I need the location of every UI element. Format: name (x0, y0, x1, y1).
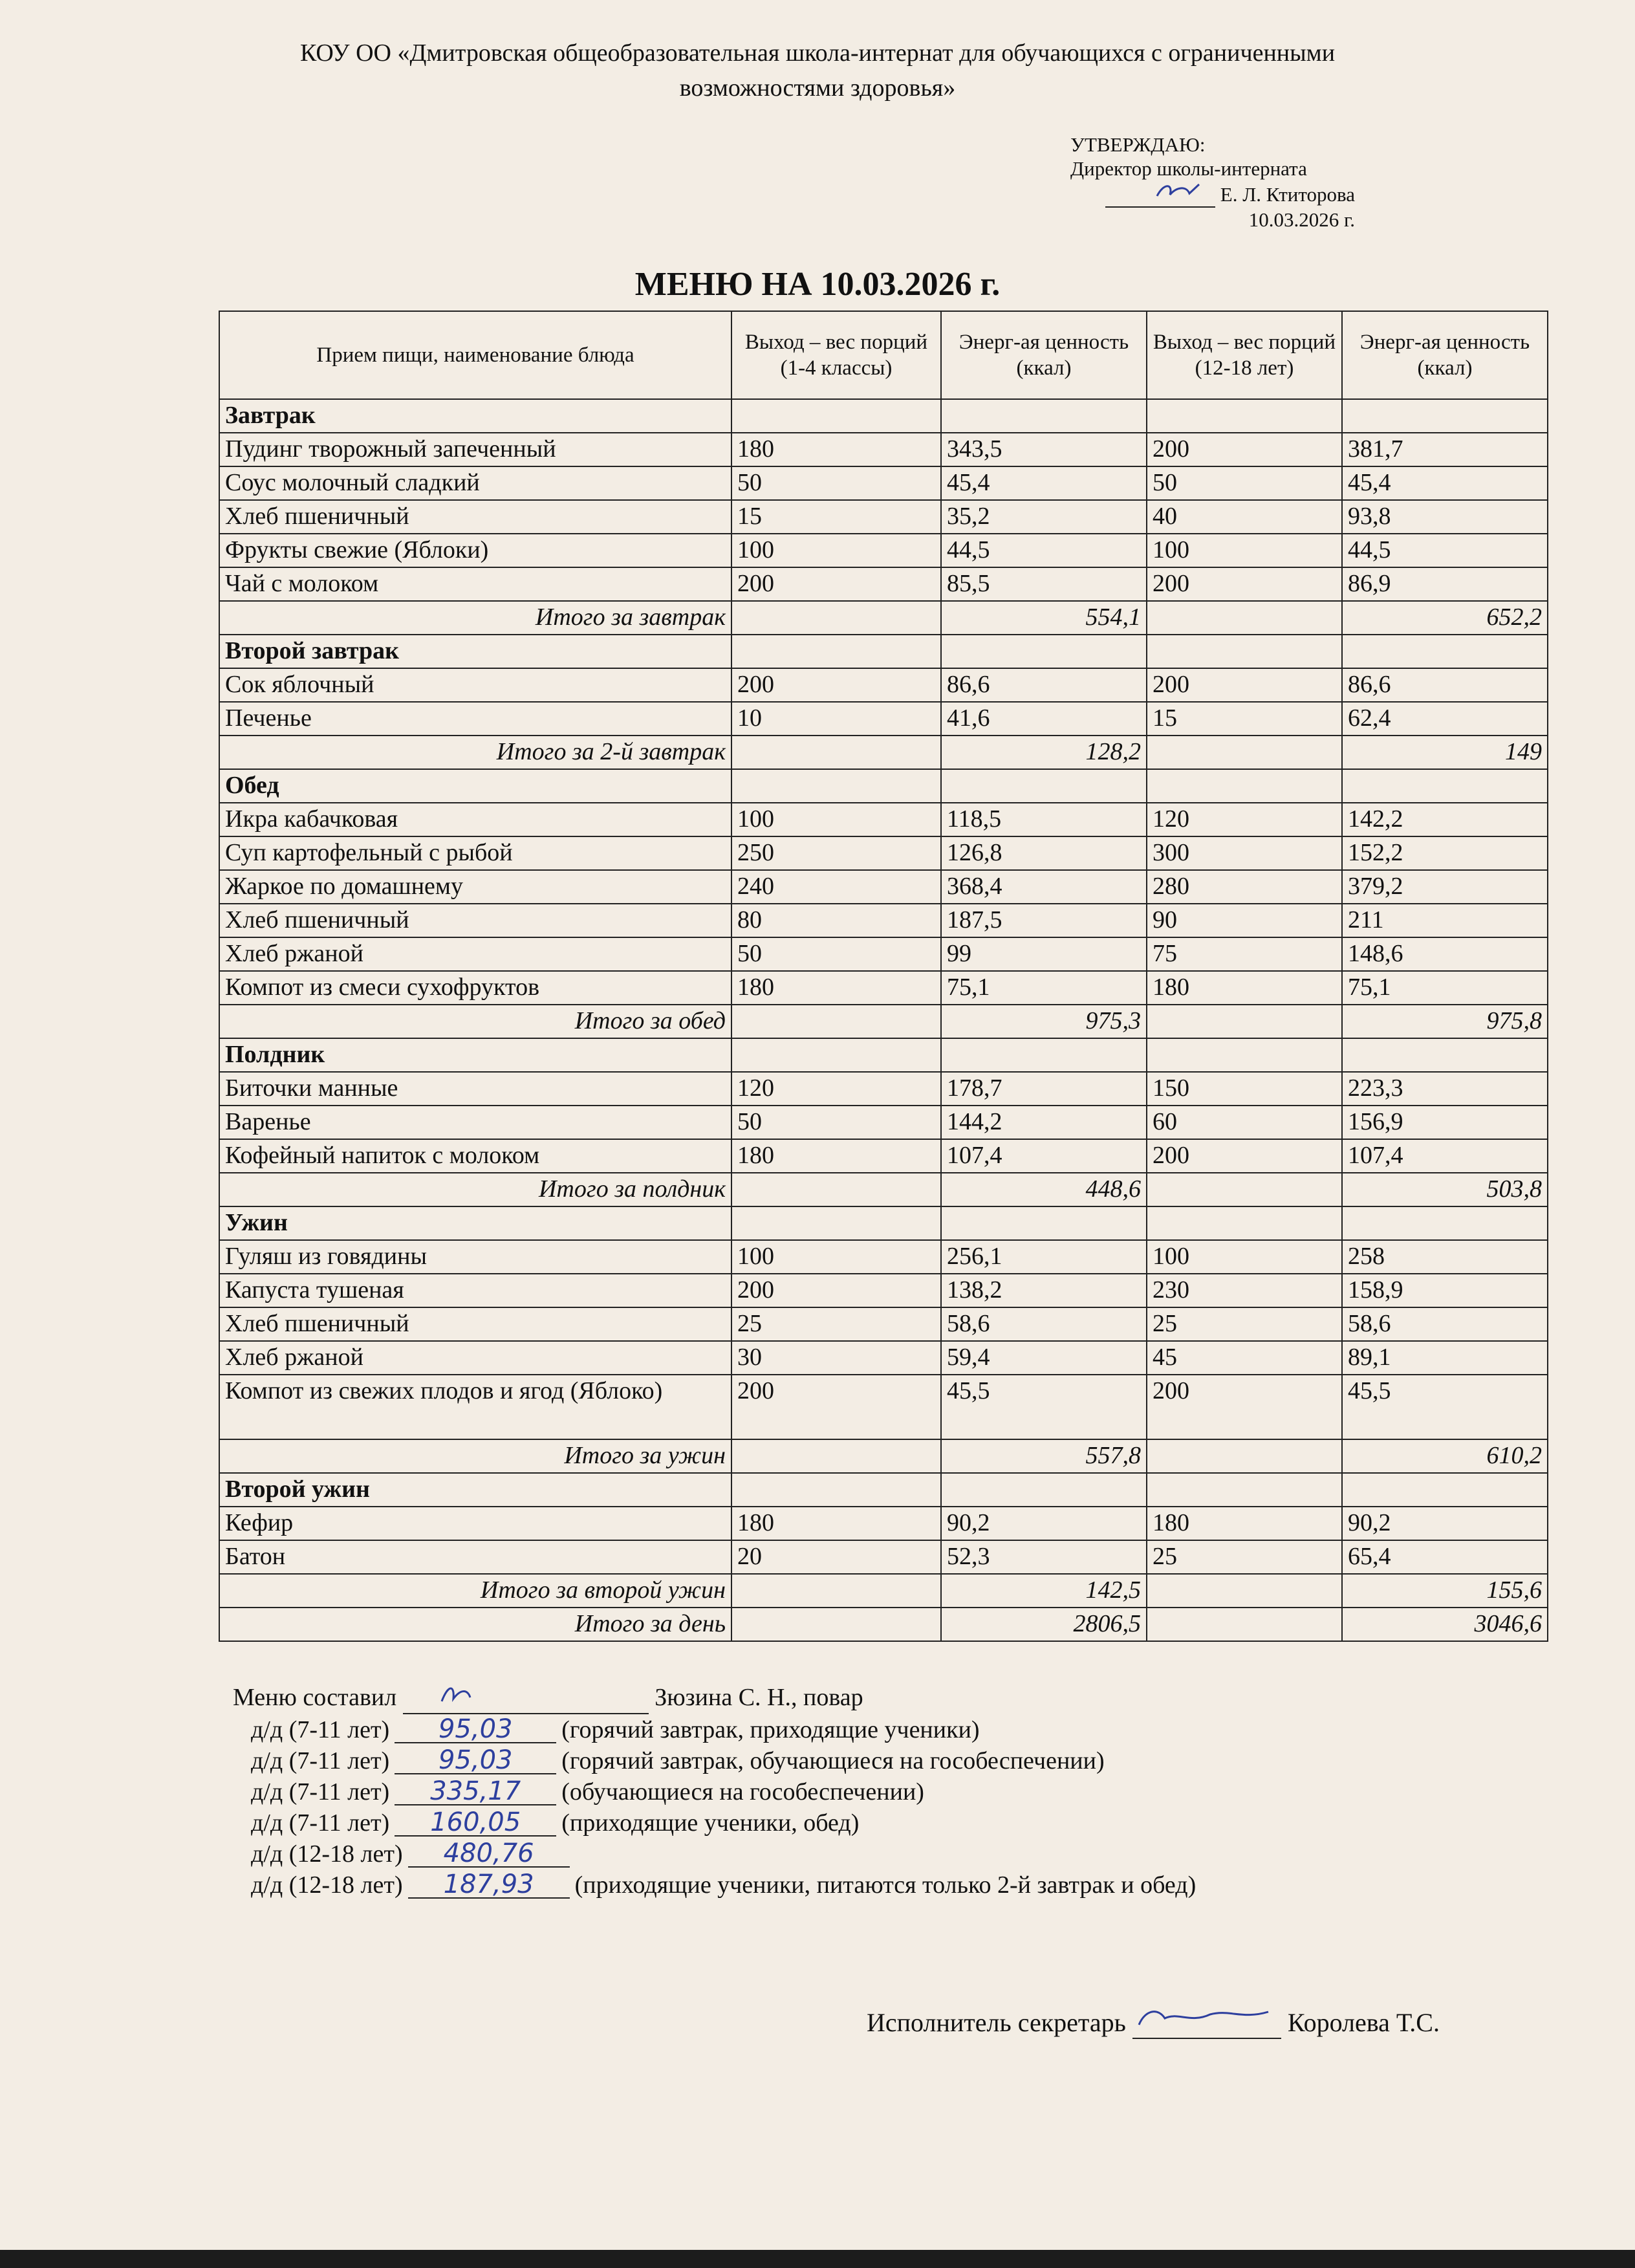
dish-name: Хлеб пшеничный (219, 904, 731, 937)
energy-12-18: 45,5 (1342, 1375, 1548, 1439)
executor-signature (1132, 2005, 1281, 2039)
energy-1-4: 144,2 (941, 1106, 1147, 1139)
energy-12-18: 90,2 (1342, 1507, 1548, 1540)
empty-cell (1342, 1206, 1548, 1240)
organization-name (0, 36, 1635, 105)
header-energy-1-4: Энерг-ая ценность (ккал) (941, 311, 1147, 399)
table-row (219, 1106, 1548, 1139)
subtotal-row (219, 1574, 1548, 1608)
signature-icon (1138, 180, 1215, 201)
header-weight-1-4: Выход – вес порций (1-4 классы) (731, 311, 941, 399)
weight-12-18: 200 (1147, 567, 1342, 601)
empty-cell (1147, 1206, 1342, 1240)
section-row (219, 399, 1548, 433)
weight-1-4: 200 (731, 668, 941, 702)
subtotal-energy-12-18: 503,8 (1342, 1173, 1548, 1206)
cost-label: д/д (12-18 лет) (251, 1871, 403, 1899)
table-row (219, 836, 1548, 870)
empty-cell (941, 1473, 1147, 1507)
composed-by: Зюзина С. Н., повар (655, 1684, 863, 1711)
weight-1-4: 10 (731, 702, 941, 736)
energy-1-4: 45,5 (941, 1375, 1147, 1439)
dish-name: Печенье (219, 702, 731, 736)
weight-12-18: 50 (1147, 466, 1342, 500)
energy-1-4: 107,4 (941, 1139, 1147, 1173)
empty-cell (1342, 1473, 1548, 1507)
section-name: Второй ужин (219, 1473, 731, 1507)
cost-label: д/д (12-18 лет) (251, 1840, 403, 1868)
composed-line (233, 1682, 1462, 1714)
weight-1-4: 250 (731, 836, 941, 870)
energy-1-4: 58,6 (941, 1307, 1147, 1341)
weight-12-18: 45 (1147, 1341, 1342, 1375)
empty-cell (1147, 1473, 1342, 1507)
header-dish: Прием пищи, наименование блюда (219, 311, 731, 399)
dish-name: Капуста тушеная (219, 1274, 731, 1307)
table-row (219, 500, 1548, 534)
subtotal-row (219, 1173, 1548, 1206)
weight-12-18: 200 (1147, 1139, 1342, 1173)
weight-12-18: 40 (1147, 500, 1342, 534)
empty-cell (1147, 736, 1342, 769)
weight-12-18: 300 (1147, 836, 1342, 870)
dish-name: Варенье (219, 1106, 731, 1139)
weight-12-18: 230 (1147, 1274, 1342, 1307)
weight-1-4: 50 (731, 1106, 941, 1139)
energy-1-4: 59,4 (941, 1341, 1147, 1375)
empty-cell (731, 399, 941, 433)
section-name: Второй завтрак (219, 635, 731, 668)
dish-name: Кофейный напиток с молоком (219, 1139, 731, 1173)
dish-name: Чай с молоком (219, 567, 731, 601)
empty-cell (1342, 399, 1548, 433)
weight-12-18: 60 (1147, 1106, 1342, 1139)
cost-line (233, 1870, 1462, 1901)
weight-12-18: 75 (1147, 937, 1342, 971)
cost-line (233, 1807, 1462, 1838)
weight-1-4: 120 (731, 1072, 941, 1106)
weight-1-4: 100 (731, 1240, 941, 1274)
executor-label: Исполнитель секретарь (867, 2008, 1126, 2037)
table-row (219, 870, 1548, 904)
page-title: МЕНЮ НА 10.03.2026 г. (634, 266, 1001, 303)
executor-name: Королева Т.С. (1287, 2008, 1440, 2037)
cost-label: д/д (7-11 лет) (251, 1716, 390, 1743)
energy-1-4: 85,5 (941, 567, 1147, 601)
menu-table (219, 311, 1548, 1642)
table-row (219, 466, 1548, 500)
empty-cell (731, 1608, 941, 1641)
energy-1-4: 178,7 (941, 1072, 1147, 1106)
dish-name: Батон (219, 1540, 731, 1574)
energy-12-18: 148,6 (1342, 937, 1548, 971)
subtotal-energy-1-4: 448,6 (941, 1173, 1147, 1206)
dish-name: Суп картофельный с рыбой (219, 836, 731, 870)
energy-1-4: 99 (941, 937, 1147, 971)
org-line-1: КОУ ОО «Дмитровская общеобразовательная школа-интернат для обучающихся с ограниченными (299, 39, 1336, 67)
weight-12-18: 100 (1147, 1240, 1342, 1274)
weight-1-4: 200 (731, 567, 941, 601)
table-row (219, 1139, 1548, 1173)
energy-1-4: 256,1 (941, 1240, 1147, 1274)
weight-1-4: 180 (731, 1507, 941, 1540)
weight-1-4: 100 (731, 534, 941, 567)
cost-value: 95,03 (395, 1747, 556, 1774)
weight-1-4: 25 (731, 1307, 941, 1341)
weight-1-4: 180 (731, 1139, 941, 1173)
weight-12-18: 90 (1147, 904, 1342, 937)
subtotal-label: Итого за завтрак (219, 601, 731, 635)
dish-name: Жаркое по домашнему (219, 870, 731, 904)
energy-12-18: 45,4 (1342, 466, 1548, 500)
subtotal-energy-12-18: 652,2 (1342, 601, 1548, 635)
org-line-2: возможностями здоровья» (679, 74, 956, 102)
weight-12-18: 200 (1147, 668, 1342, 702)
table-row (219, 702, 1548, 736)
energy-12-18: 381,7 (1342, 433, 1548, 466)
weight-12-18: 280 (1147, 870, 1342, 904)
dish-name: Биточки манные (219, 1072, 731, 1106)
energy-12-18: 62,4 (1342, 702, 1548, 736)
empty-cell (731, 601, 941, 635)
day-total-row (219, 1608, 1548, 1641)
table-row (219, 534, 1548, 567)
empty-cell (731, 1574, 941, 1608)
energy-1-4: 368,4 (941, 870, 1147, 904)
table-row (219, 1274, 1548, 1307)
weight-1-4: 80 (731, 904, 941, 937)
weight-1-4: 15 (731, 500, 941, 534)
table-row (219, 803, 1548, 836)
subtotal-label: Итого за 2-й завтрак (219, 736, 731, 769)
cost-value: 160,05 (395, 1809, 556, 1837)
empty-cell (1147, 1005, 1342, 1038)
subtotal-energy-1-4: 142,5 (941, 1574, 1147, 1608)
director-signature (1105, 180, 1215, 208)
day-total-energy-1-4: 2806,5 (941, 1608, 1147, 1641)
dish-name: Икра кабачковая (219, 803, 731, 836)
cost-line (233, 1838, 1462, 1870)
energy-12-18: 158,9 (1342, 1274, 1548, 1307)
dish-name: Компот из свежих плодов и ягод (Яблоко) (219, 1375, 731, 1439)
header-weight-12-18: Выход – вес порций (12-18 лет) (1147, 311, 1342, 399)
scan-edge (0, 2250, 1635, 2268)
director-title: Директор школы-интерната (1070, 157, 1307, 180)
empty-cell (1342, 1038, 1548, 1072)
energy-1-4: 75,1 (941, 971, 1147, 1005)
empty-cell (941, 769, 1147, 803)
cost-label: д/д (7-11 лет) (251, 1778, 390, 1805)
cost-label: д/д (7-11 лет) (251, 1747, 390, 1774)
section-row (219, 1206, 1548, 1240)
section-row (219, 769, 1548, 803)
dish-name: Сок яблочный (219, 668, 731, 702)
section-name: Ужин (219, 1206, 731, 1240)
energy-12-18: 211 (1342, 904, 1548, 937)
cost-note: (приходящие ученики, питаются только 2-й завтрак и обед) (574, 1871, 1196, 1899)
day-total-label: Итого за день (219, 1608, 731, 1641)
empty-cell (731, 1473, 941, 1507)
weight-1-4: 50 (731, 466, 941, 500)
weight-12-18: 200 (1147, 1375, 1342, 1439)
dish-name: Гуляш из говядины (219, 1240, 731, 1274)
weight-1-4: 100 (731, 803, 941, 836)
subtotal-row (219, 1005, 1548, 1038)
cost-note: (горячий завтрак, обучающиеся на гособеспечении) (561, 1747, 1105, 1774)
empty-cell (941, 1038, 1147, 1072)
empty-cell (731, 635, 941, 668)
approve-label: УТВЕРЖДАЮ: (1070, 133, 1206, 156)
weight-12-18: 180 (1147, 971, 1342, 1005)
empty-cell (731, 1173, 941, 1206)
table-row (219, 904, 1548, 937)
weight-12-18: 120 (1147, 803, 1342, 836)
signature-icon (403, 1682, 506, 1705)
energy-12-18: 86,6 (1342, 668, 1548, 702)
weight-1-4: 30 (731, 1341, 941, 1375)
cost-line (233, 1745, 1462, 1776)
table-row (219, 1072, 1548, 1106)
section-row (219, 635, 1548, 668)
dish-name: Хлеб пшеничный (219, 1307, 731, 1341)
energy-12-18: 379,2 (1342, 870, 1548, 904)
table-row (219, 1341, 1548, 1375)
empty-cell (731, 736, 941, 769)
weight-12-18: 15 (1147, 702, 1342, 736)
subtotal-label: Итого за ужин (219, 1439, 731, 1473)
empty-cell (1342, 635, 1548, 668)
cost-value: 95,03 (395, 1716, 556, 1743)
energy-1-4: 52,3 (941, 1540, 1147, 1574)
empty-cell (1147, 769, 1342, 803)
table-row (219, 567, 1548, 601)
weight-12-18: 150 (1147, 1072, 1342, 1106)
empty-cell (1342, 769, 1548, 803)
subtotal-label: Итого за второй ужин (219, 1574, 731, 1608)
director-name: Е. Л. Ктиторова (1220, 183, 1355, 206)
weight-1-4: 180 (731, 433, 941, 466)
empty-cell (1147, 635, 1342, 668)
empty-cell (941, 399, 1147, 433)
empty-cell (731, 1038, 941, 1072)
energy-1-4: 343,5 (941, 433, 1147, 466)
subtotal-energy-1-4: 975,3 (941, 1005, 1147, 1038)
empty-cell (1147, 1608, 1342, 1641)
energy-1-4: 126,8 (941, 836, 1147, 870)
director-signature-line (1070, 180, 1355, 208)
weight-12-18: 180 (1147, 1507, 1342, 1540)
table-row (219, 937, 1548, 971)
weight-1-4: 20 (731, 1540, 941, 1574)
signature-icon (1132, 2005, 1275, 2031)
empty-cell (1147, 1574, 1342, 1608)
cost-note: (обучающиеся на гособеспечении) (561, 1778, 924, 1805)
weight-1-4: 50 (731, 937, 941, 971)
cost-value: 335,17 (395, 1778, 556, 1805)
section-row (219, 1038, 1548, 1072)
empty-cell (1147, 1038, 1342, 1072)
cost-label: д/д (7-11 лет) (251, 1809, 390, 1837)
energy-1-4: 44,5 (941, 534, 1147, 567)
cost-value: 187,93 (408, 1871, 570, 1899)
subtotal-row (219, 601, 1548, 635)
dish-name: Кефир (219, 1507, 731, 1540)
table-row (219, 1307, 1548, 1341)
cost-note: (приходящие ученики, обед) (561, 1809, 860, 1837)
subtotal-label: Итого за обед (219, 1005, 731, 1038)
subtotal-energy-12-18: 149 (1342, 736, 1548, 769)
table-header-row (219, 311, 1548, 399)
dish-name: Хлеб пшеничный (219, 500, 731, 534)
empty-cell (1147, 1439, 1342, 1473)
section-row (219, 1473, 1548, 1507)
weight-12-18: 200 (1147, 433, 1342, 466)
energy-1-4: 86,6 (941, 668, 1147, 702)
cook-signature (403, 1682, 649, 1714)
energy-12-18: 86,9 (1342, 567, 1548, 601)
empty-cell (731, 1439, 941, 1473)
energy-12-18: 75,1 (1342, 971, 1548, 1005)
dish-name: Фрукты свежие (Яблоки) (219, 534, 731, 567)
cost-line (233, 1776, 1462, 1807)
empty-cell (941, 1206, 1147, 1240)
footer-block (233, 1682, 1462, 1901)
subtotal-energy-1-4: 557,8 (941, 1439, 1147, 1473)
energy-12-18: 89,1 (1342, 1341, 1548, 1375)
header-energy-12-18: Энерг-ая ценность (ккал) (1342, 311, 1548, 399)
subtotal-label: Итого за полдник (219, 1173, 731, 1206)
subtotal-energy-12-18: 975,8 (1342, 1005, 1548, 1038)
energy-12-18: 142,2 (1342, 803, 1548, 836)
energy-1-4: 90,2 (941, 1507, 1147, 1540)
table-row (219, 1240, 1548, 1274)
dish-name: Компот из смеси сухофруктов (219, 971, 731, 1005)
subtotal-row (219, 736, 1548, 769)
section-name: Полдник (219, 1038, 731, 1072)
cost-lines (233, 1714, 1462, 1901)
table-row (219, 1375, 1548, 1439)
empty-cell (1147, 1173, 1342, 1206)
menu-table-body (219, 399, 1548, 1641)
weight-12-18: 25 (1147, 1307, 1342, 1341)
energy-12-18: 258 (1342, 1240, 1548, 1274)
dish-name: Хлеб ржаной (219, 1341, 731, 1375)
weight-12-18: 100 (1147, 534, 1342, 567)
weight-1-4: 240 (731, 870, 941, 904)
energy-12-18: 58,6 (1342, 1307, 1548, 1341)
empty-cell (731, 1206, 941, 1240)
energy-12-18: 156,9 (1342, 1106, 1548, 1139)
subtotal-energy-1-4: 554,1 (941, 601, 1147, 635)
section-name: Завтрак (219, 399, 731, 433)
approval-block (1070, 133, 1355, 232)
subtotal-energy-12-18: 610,2 (1342, 1439, 1548, 1473)
cost-value: 480,76 (408, 1840, 570, 1868)
energy-12-18: 44,5 (1342, 534, 1548, 567)
subtotal-row (219, 1439, 1548, 1473)
empty-cell (1147, 601, 1342, 635)
cost-line (233, 1714, 1462, 1745)
empty-cell (731, 1005, 941, 1038)
energy-1-4: 45,4 (941, 466, 1147, 500)
approve-date: 10.03.2026 г. (1248, 208, 1355, 231)
composed-label: Меню составил (233, 1684, 397, 1711)
empty-cell (1147, 399, 1342, 433)
energy-1-4: 187,5 (941, 904, 1147, 937)
weight-1-4: 200 (731, 1274, 941, 1307)
table-row (219, 1540, 1548, 1574)
table-row (219, 668, 1548, 702)
energy-12-18: 93,8 (1342, 500, 1548, 534)
subtotal-energy-12-18: 155,6 (1342, 1574, 1548, 1608)
subtotal-energy-1-4: 128,2 (941, 736, 1147, 769)
day-total-energy-12-18: 3046,6 (1342, 1608, 1548, 1641)
energy-12-18: 65,4 (1342, 1540, 1548, 1574)
energy-12-18: 107,4 (1342, 1139, 1548, 1173)
energy-1-4: 41,6 (941, 702, 1147, 736)
executor-line (867, 2005, 1440, 2039)
empty-cell (731, 769, 941, 803)
table-row (219, 433, 1548, 466)
cost-note: (горячий завтрак, приходящие ученики) (561, 1716, 980, 1743)
energy-1-4: 138,2 (941, 1274, 1147, 1307)
table-row (219, 971, 1548, 1005)
dish-name: Пудинг творожный запеченный (219, 433, 731, 466)
energy-12-18: 223,3 (1342, 1072, 1548, 1106)
weight-1-4: 180 (731, 971, 941, 1005)
table-row (219, 1507, 1548, 1540)
weight-12-18: 25 (1147, 1540, 1342, 1574)
weight-1-4: 200 (731, 1375, 941, 1439)
dish-name: Хлеб ржаной (219, 937, 731, 971)
energy-12-18: 152,2 (1342, 836, 1548, 870)
energy-1-4: 35,2 (941, 500, 1147, 534)
dish-name: Соус молочный сладкий (219, 466, 731, 500)
empty-cell (941, 635, 1147, 668)
section-name: Обед (219, 769, 731, 803)
energy-1-4: 118,5 (941, 803, 1147, 836)
